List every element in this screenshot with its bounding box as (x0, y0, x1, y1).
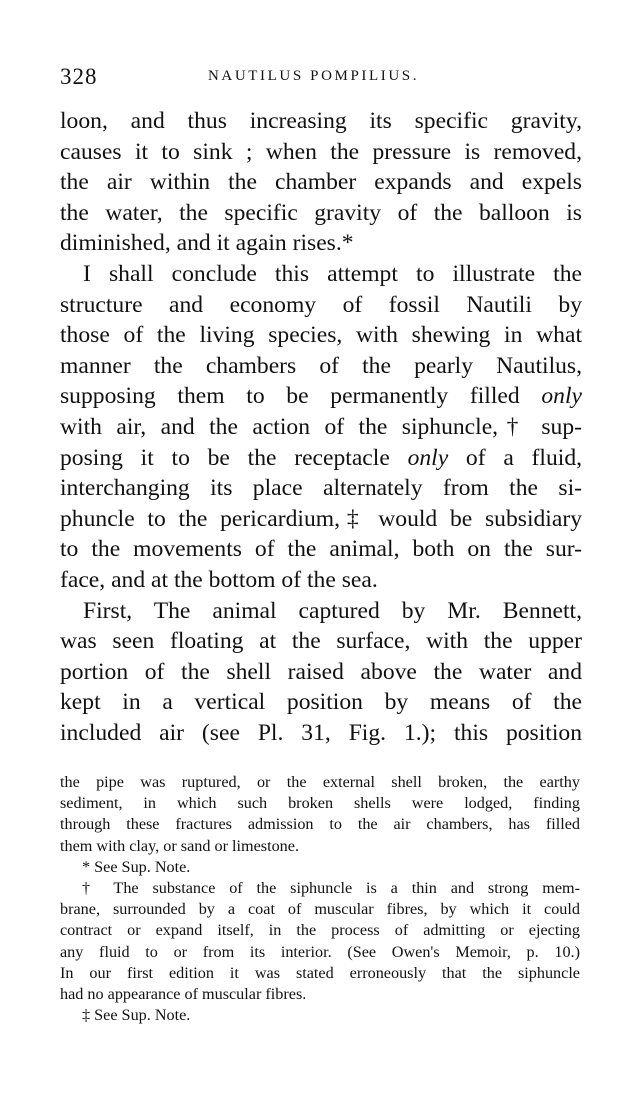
text-line: First, The animal captured by Mr. Bennett, (83, 597, 582, 624)
text-segment: supposing them to be permanently filled (60, 383, 542, 410)
footnote-line: ‡ See Sup. Note. (82, 1006, 191, 1025)
footnote-line: through these fractures admission to the air chambers, has filled (60, 815, 580, 834)
footnote-line: them with clay, or sand or limestone. (60, 836, 300, 855)
text-line: portion of the shell raised above the water and (60, 658, 582, 685)
italic-word: only (407, 444, 449, 471)
text-line: diminished, and it again rises.* (60, 230, 354, 257)
text-line: those of the living species, with shewing in what (60, 322, 582, 349)
running-title: NAUTILUS POMPILIUS. (208, 68, 420, 84)
italic-word: only (541, 383, 582, 410)
text-line: face, and at the bottom of the sea. (60, 566, 378, 593)
main-text (60, 106, 582, 748)
page-number: 328 (60, 64, 98, 89)
text-segment: posing it to be the receptacle (60, 444, 408, 471)
text-line: included air (see Pl. 31, Fig. 1.); this position (60, 719, 582, 746)
footnote-line: sediment, in which such broken shells were lodged, finding (60, 794, 580, 813)
text-line: loon, and thus increasing its specific gravity, (60, 108, 582, 134)
text-line: interchanging its place alternately from the si- (60, 475, 582, 502)
footnote-line: had no appearance of muscular fibres. (60, 984, 307, 1003)
text-line: with air, and the action of the siphuncle,† sup- (60, 413, 582, 440)
text-line: manner the chambers of the pearly Nautilus, (60, 352, 582, 379)
footnote-line: * See Sup. Note. (82, 857, 191, 876)
text-line: was seen floating at the surface, with the upper (60, 628, 582, 655)
text-line: I shall conclude this attempt to illustrate the (83, 260, 582, 287)
text-line: phuncle to the pericardium,‡ would be subsidiary (60, 505, 582, 532)
footnotes (60, 772, 580, 1026)
text-line (60, 381, 582, 412)
text-line: kept in a vertical position by means of the (60, 689, 582, 716)
text-line: causes it to sink ; when the pressure is removed, (60, 138, 582, 165)
page-header (60, 64, 580, 94)
text-line: to the movements of the animal, both on the sur- (60, 536, 582, 563)
text-line: the air within the chamber expands and expels (60, 169, 582, 196)
footnote-line: † The substance of the siphuncle is a thin and strong mem- (82, 878, 580, 897)
footnote-line: In our first edition it was stated erroneously that the siphuncle (60, 963, 580, 982)
footnote-line: contract or expand itself, in the process of admitting or ejecting (60, 921, 580, 940)
footnote-line: any fluid to or from its interior. (See Owen's Memoir, p. 10.) (60, 942, 580, 961)
text-segment: of a fluid, (448, 444, 583, 471)
footnote-line: brane, surrounded by a coat of muscular fibres, by which it could (60, 900, 580, 919)
text-line (60, 443, 582, 474)
text-line: structure and economy of fossil Nautili by (60, 291, 582, 318)
text-line: the water, the specific gravity of the balloon is (60, 199, 582, 226)
footnote-line: the pipe was ruptured, or the external shell broken, the earthy (60, 773, 580, 791)
